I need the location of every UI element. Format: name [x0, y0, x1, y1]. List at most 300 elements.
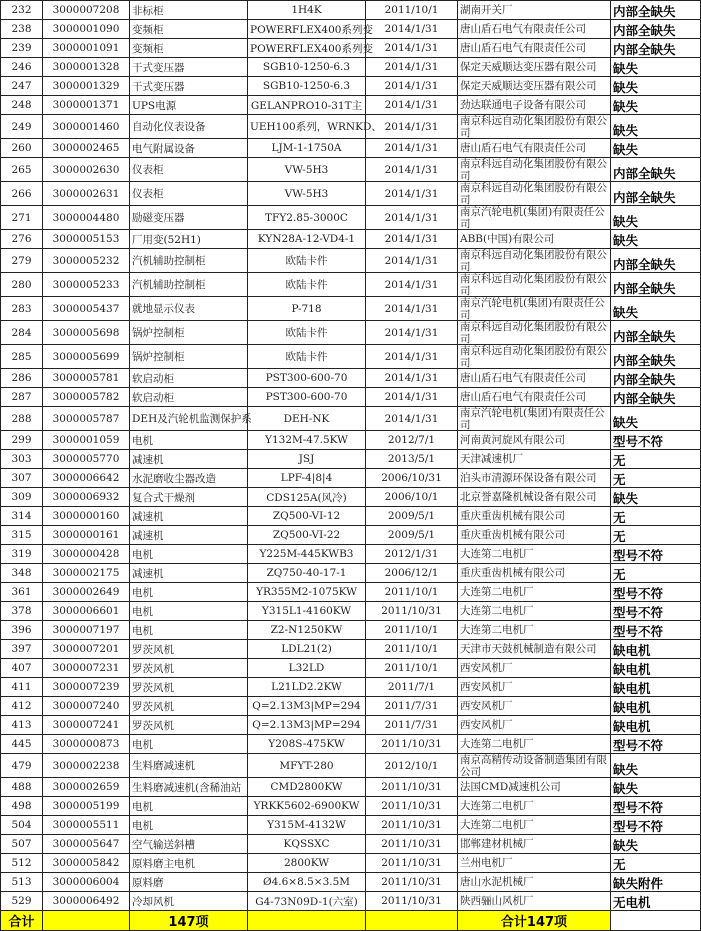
- manufacturer-text: 陕西骊山风机厂: [460, 895, 534, 907]
- row-number-cell: 445: [1, 735, 43, 754]
- table-row: [1, 602, 701, 621]
- row-number-cell: 249: [1, 115, 43, 139]
- model-cell: Y208S-475KW: [248, 735, 366, 754]
- table-row: [1, 507, 701, 526]
- asset-code-cell: 3000001328: [43, 58, 130, 77]
- row-number-cell: 232: [1, 1, 43, 20]
- manufacturer-text: 南京科远自动化集团股份有限公司: [460, 182, 607, 206]
- asset-code-cell: 3000006601: [43, 602, 130, 621]
- asset-code-cell: 3000007201: [43, 640, 130, 659]
- equipment-name-cell: 就地显示仪表: [130, 297, 248, 321]
- model-cell: UEH100系列，WRNKD、: [248, 115, 366, 139]
- status-cell: 缺失: [611, 488, 701, 507]
- equipment-name-cell: 仪表柜: [130, 158, 248, 182]
- status-cell: 内部全缺失: [611, 249, 701, 273]
- row-number-cell: 361: [1, 583, 43, 602]
- equipment-name-cell: 罗茨风机: [130, 716, 248, 735]
- date-cell: 2011/10/1: [366, 583, 458, 602]
- manufacturer-cell: [458, 388, 611, 407]
- status-cell: 内部全缺失: [611, 388, 701, 407]
- manufacturer-cell: [458, 678, 611, 697]
- date-cell: 2014/1/31: [366, 115, 458, 139]
- manufacturer-cell: [458, 182, 611, 206]
- manufacturer-cell: [458, 854, 611, 873]
- manufacturer-cell: [458, 407, 611, 431]
- row-number-cell: 498: [1, 797, 43, 816]
- manufacturer-text: 南京科远自动化集团股份有限公司: [460, 321, 607, 345]
- date-cell: 2014/1/31: [366, 297, 458, 321]
- row-number-cell: 279: [1, 249, 43, 273]
- status-cell: 无: [611, 450, 701, 469]
- equipment-name-cell: 自动化仪表设备: [130, 115, 248, 139]
- table-row: [1, 273, 701, 297]
- model-cell: ZQ500-VI-12: [248, 507, 366, 526]
- equipment-name-cell: 罗茨风机: [130, 697, 248, 716]
- date-cell: 2011/10/31: [366, 602, 458, 621]
- status-cell: 型号不符: [611, 797, 701, 816]
- status-cell: 内部全缺失: [611, 273, 701, 297]
- table-row: [1, 640, 701, 659]
- table-row: [1, 58, 701, 77]
- date-cell: 2011/10/31: [366, 835, 458, 854]
- manufacturer-text: 河南黄河旋风有限公司: [460, 434, 565, 446]
- manufacturer-cell: [458, 602, 611, 621]
- asset-code-cell: 3000006642: [43, 469, 130, 488]
- equipment-name-cell: 电机: [130, 602, 248, 621]
- manufacturer-cell: [458, 526, 611, 545]
- equipment-name-cell: 仪表柜: [130, 182, 248, 206]
- asset-code-cell: 3000002631: [43, 182, 130, 206]
- manufacturer-cell: [458, 273, 611, 297]
- manufacturer-text: 大连第二电机厂: [460, 800, 534, 812]
- row-number-cell: 284: [1, 321, 43, 345]
- model-cell: LDL21(2): [248, 640, 366, 659]
- total-empty-cell: [248, 911, 366, 931]
- asset-code-cell: 3000005770: [43, 450, 130, 469]
- model-cell: Q=2.13M3|MP=294: [248, 716, 366, 735]
- status-cell: 缺失: [611, 297, 701, 321]
- asset-code-cell: 3000007197: [43, 621, 130, 640]
- model-cell: PST300-600-70: [248, 388, 366, 407]
- asset-code-cell: 3000004480: [43, 206, 130, 230]
- status-cell: 缺电机: [611, 640, 701, 659]
- table-row: [1, 249, 701, 273]
- status-cell: 缺电机: [611, 716, 701, 735]
- manufacturer-cell: [458, 873, 611, 892]
- equipment-name-cell: 罗茨风机: [130, 640, 248, 659]
- row-number-cell: 411: [1, 678, 43, 697]
- manufacturer-text: 唐山盾石电气有限责任公司: [460, 391, 586, 403]
- manufacturer-text: 西安风机厂: [460, 700, 513, 712]
- date-cell: 2011/10/1: [366, 1, 458, 20]
- manufacturer-cell: [458, 249, 611, 273]
- manufacturer-text: 大连第二电机厂: [460, 819, 534, 831]
- date-cell: 2011/7/1: [366, 678, 458, 697]
- manufacturer-cell: [458, 469, 611, 488]
- model-cell: YRKK5602-6900KW: [248, 797, 366, 816]
- model-cell: Ø4.6×8.5×3.5M: [248, 873, 366, 892]
- date-cell: 2011/10/31: [366, 797, 458, 816]
- model-cell: P-718: [248, 297, 366, 321]
- manufacturer-cell: [458, 1, 611, 20]
- row-number-cell: 412: [1, 697, 43, 716]
- equipment-name-cell: 干式变压器: [130, 58, 248, 77]
- status-cell: 无: [611, 507, 701, 526]
- manufacturer-cell: [458, 230, 611, 249]
- equipment-name-cell: 水泥磨收尘器改造: [130, 469, 248, 488]
- date-cell: 2011/10/31: [366, 735, 458, 754]
- manufacturer-text: 重庆重齿机械有限公司: [460, 567, 565, 579]
- model-cell: Y225M-445KWB3: [248, 545, 366, 564]
- table-row: [1, 816, 701, 835]
- manufacturer-cell: [458, 321, 611, 345]
- model-cell: Y315M-4132W: [248, 816, 366, 835]
- table-row: [1, 678, 701, 697]
- date-cell: 2011/10/1: [366, 659, 458, 678]
- row-number-cell: 319: [1, 545, 43, 564]
- model-cell: KYN28A-12-VD4-1: [248, 230, 366, 249]
- model-cell: SGB10-1250-6.3: [248, 58, 366, 77]
- equipment-name-cell: 锅炉控制柜: [130, 321, 248, 345]
- status-cell: 内部全缺失: [611, 345, 701, 369]
- date-cell: 2011/10/31: [366, 854, 458, 873]
- manufacturer-cell: [458, 345, 611, 369]
- manufacturer-cell: [458, 20, 611, 39]
- asset-code-cell: 3000000160: [43, 507, 130, 526]
- table-row: [1, 526, 701, 545]
- table-row: [1, 321, 701, 345]
- manufacturer-text: 重庆重齿机械有限公司: [460, 529, 565, 541]
- model-cell: 1H4K: [248, 1, 366, 20]
- row-number-cell: 529: [1, 892, 43, 911]
- model-cell: MFYT-280: [248, 754, 366, 778]
- table-row: [1, 450, 701, 469]
- table-row: [1, 659, 701, 678]
- table-row: [1, 854, 701, 873]
- status-cell: 型号不符: [611, 621, 701, 640]
- equipment-name-cell: 电气附属设备: [130, 139, 248, 158]
- status-cell: 缺失: [611, 96, 701, 115]
- asset-code-cell: 3000002630: [43, 158, 130, 182]
- manufacturer-text: 唐山盾石电气有限责任公司: [460, 372, 586, 384]
- equipment-name-cell: 电机: [130, 797, 248, 816]
- status-cell: 内部全缺失: [611, 369, 701, 388]
- table-row: [1, 115, 701, 139]
- manufacturer-cell: [458, 450, 611, 469]
- total-label: 合计: [1, 911, 43, 931]
- table-row: [1, 77, 701, 96]
- status-cell: 缺失: [611, 407, 701, 431]
- date-cell: 2014/1/31: [366, 249, 458, 273]
- model-cell: LPF-4|8|4: [248, 469, 366, 488]
- manufacturer-text: ABB(中国)有限公司: [460, 233, 555, 245]
- asset-code-cell: 3000001329: [43, 77, 130, 96]
- equipment-name-cell: 罗茨风机: [130, 659, 248, 678]
- date-cell: 2014/1/31: [366, 139, 458, 158]
- status-cell: 内部全缺失: [611, 20, 701, 39]
- manufacturer-text: 重庆重齿机械有限公司: [460, 510, 565, 522]
- equipment-name-cell: 汽机辅助控制柜: [130, 249, 248, 273]
- table-row: [1, 754, 701, 778]
- model-cell: GELANPRO10-31T主: [248, 96, 366, 115]
- status-cell: 内部全缺失: [611, 158, 701, 182]
- manufacturer-cell: [458, 158, 611, 182]
- manufacturer-text: 大连第二电机厂: [460, 586, 534, 598]
- manufacturer-cell: [458, 640, 611, 659]
- row-number-cell: 238: [1, 20, 43, 39]
- equipment-name-cell: 汽机辅助控制柜: [130, 273, 248, 297]
- manufacturer-text: 南京汽轮电机(集团)有限责任公司: [460, 206, 605, 230]
- row-number-cell: 248: [1, 96, 43, 115]
- model-cell: ZQ750-40-17-1: [248, 564, 366, 583]
- equipment-name-cell: 电机: [130, 816, 248, 835]
- manufacturer-text: 南京科远自动化集团股份有限公司: [460, 249, 607, 273]
- asset-code-cell: 3000001059: [43, 431, 130, 450]
- total-row: [1, 911, 701, 931]
- model-cell: Q=2.13M3|MP=294: [248, 697, 366, 716]
- manufacturer-cell: [458, 488, 611, 507]
- row-number-cell: 396: [1, 621, 43, 640]
- equipment-name-cell: 减速机: [130, 507, 248, 526]
- date-cell: 2012/1/31: [366, 545, 458, 564]
- equipment-name-cell: 励磁变压器: [130, 206, 248, 230]
- manufacturer-cell: [458, 621, 611, 640]
- date-cell: 2012/7/1: [366, 431, 458, 450]
- date-cell: 2014/1/31: [366, 345, 458, 369]
- table-row: [1, 297, 701, 321]
- table-row: [1, 735, 701, 754]
- asset-code-cell: 3000005787: [43, 407, 130, 431]
- equipment-name-cell: UPS电源: [130, 96, 248, 115]
- model-cell: CMD2800KW: [248, 778, 366, 797]
- manufacturer-text: 南京汽轮电机(集团)有限责任公司: [460, 407, 605, 431]
- manufacturer-cell: [458, 816, 611, 835]
- total-count: 147项: [130, 911, 248, 931]
- equipment-name-cell: DEH及汽轮机监测保护系: [130, 407, 248, 431]
- equipment-name-cell: 生料磨减速机(含稀油站: [130, 778, 248, 797]
- asset-code-cell: 3000001091: [43, 39, 130, 58]
- manufacturer-cell: [458, 77, 611, 96]
- date-cell: 2014/1/31: [366, 20, 458, 39]
- model-cell: 2800KW: [248, 854, 366, 873]
- manufacturer-text: 邯郸建材机械厂: [460, 838, 534, 850]
- manufacturer-text: 南京科远自动化集团股份有限公司: [460, 158, 607, 182]
- model-cell: CDS125A(风冷): [248, 488, 366, 507]
- manufacturer-cell: [458, 96, 611, 115]
- equipment-name-cell: 电机: [130, 583, 248, 602]
- asset-code-cell: 3000005437: [43, 297, 130, 321]
- table-row: [1, 1, 701, 20]
- manufacturer-text: 唐山盾石电气有限责任公司: [460, 142, 586, 154]
- table-row: [1, 545, 701, 564]
- table-row: [1, 778, 701, 797]
- status-cell: 缺失: [611, 778, 701, 797]
- manufacturer-cell: [458, 754, 611, 778]
- table-row: [1, 39, 701, 58]
- date-cell: 2014/1/31: [366, 407, 458, 431]
- status-cell: 缺失: [611, 115, 701, 139]
- manufacturer-text: 大连第二电机厂: [460, 624, 534, 636]
- date-cell: 2014/1/31: [366, 182, 458, 206]
- status-cell: 内部全缺失: [611, 321, 701, 345]
- manufacturer-text: 南京高精传动设备制造集团有限公司: [460, 754, 607, 778]
- row-number-cell: 299: [1, 431, 43, 450]
- date-cell: 2014/1/31: [366, 388, 458, 407]
- model-cell: YR355M2-1075KW: [248, 583, 366, 602]
- manufacturer-text: 大连第二电机厂: [460, 605, 534, 617]
- manufacturer-cell: [458, 206, 611, 230]
- manufacturer-cell: [458, 735, 611, 754]
- model-cell: POWERFLEX400系列变: [248, 20, 366, 39]
- manufacturer-text: 湖南开关厂: [460, 4, 513, 16]
- status-cell: 缺失: [611, 206, 701, 230]
- model-cell: Y132M-47.5KW: [248, 431, 366, 450]
- table-row: [1, 182, 701, 206]
- status-cell: 缺电机: [611, 697, 701, 716]
- table-row: [1, 206, 701, 230]
- date-cell: 2011/10/31: [366, 816, 458, 835]
- equipment-name-cell: 干式变压器: [130, 77, 248, 96]
- equipment-name-cell: 软启动柜: [130, 369, 248, 388]
- manufacturer-text: 南京科远自动化集团股份有限公司: [460, 115, 607, 139]
- manufacturer-text: 西安风机厂: [460, 662, 513, 674]
- status-cell: 内部全缺失: [611, 39, 701, 58]
- model-cell: G4-73N09D-1(六室): [248, 892, 366, 911]
- table-row: [1, 345, 701, 369]
- manufacturer-cell: [458, 778, 611, 797]
- asset-code-cell: 3000002659: [43, 778, 130, 797]
- row-number-cell: 303: [1, 450, 43, 469]
- asset-code-cell: 3000005153: [43, 230, 130, 249]
- manufacturer-text: 劲达联通电子设备有限公司: [460, 99, 586, 111]
- asset-code-cell: 3000000161: [43, 526, 130, 545]
- row-number-cell: 397: [1, 640, 43, 659]
- status-cell: 缺失: [611, 139, 701, 158]
- manufacturer-text: 大连第二电机厂: [460, 738, 534, 750]
- table-row: [1, 230, 701, 249]
- equipment-name-cell: 电机: [130, 621, 248, 640]
- model-cell: KQSSXC: [248, 835, 366, 854]
- equipment-name-cell: 锅炉控制柜: [130, 345, 248, 369]
- equipment-name-cell: 罗茨风机: [130, 678, 248, 697]
- model-cell: L21LD2.2KW: [248, 678, 366, 697]
- manufacturer-cell: [458, 39, 611, 58]
- equipment-name-cell: 减速机: [130, 526, 248, 545]
- status-cell: 型号不符: [611, 583, 701, 602]
- status-cell: 型号不符: [611, 816, 701, 835]
- row-number-cell: 285: [1, 345, 43, 369]
- status-cell: 型号不符: [611, 735, 701, 754]
- equipment-name-cell: 减速机: [130, 450, 248, 469]
- manufacturer-text: 法国CMD减速机公司: [460, 781, 561, 793]
- model-cell: ZQ500-VI-22: [248, 526, 366, 545]
- total-summary: 合计147项: [458, 911, 611, 931]
- model-cell: LJM-1-1750A: [248, 139, 366, 158]
- model-cell: Y315L1-4160KW: [248, 602, 366, 621]
- equipment-name-cell: 原料磨主电机: [130, 854, 248, 873]
- model-cell: POWERFLEX400系列变: [248, 39, 366, 58]
- equipment-name-cell: 生料磨减速机: [130, 754, 248, 778]
- date-cell: 2011/7/31: [366, 716, 458, 735]
- table-row: [1, 892, 701, 911]
- table-row: [1, 369, 701, 388]
- row-number-cell: 288: [1, 407, 43, 431]
- row-number-cell: 266: [1, 182, 43, 206]
- status-cell: 内部全缺失: [611, 182, 701, 206]
- asset-code-cell: 3000002175: [43, 564, 130, 583]
- status-cell: 缺失附件: [611, 873, 701, 892]
- manufacturer-text: 保定天威顺达变压器有限公司: [460, 61, 597, 73]
- row-number-cell: 287: [1, 388, 43, 407]
- status-cell: 无: [611, 526, 701, 545]
- asset-code-cell: 3000005511: [43, 816, 130, 835]
- manufacturer-text: 南京科远自动化集团股份有限公司: [460, 345, 607, 369]
- row-number-cell: 260: [1, 139, 43, 158]
- model-cell: DEH-NK: [248, 407, 366, 431]
- date-cell: 2014/1/31: [366, 321, 458, 345]
- date-cell: 2014/1/31: [366, 58, 458, 77]
- manufacturer-text: 唐山盾石电气有限责任公司: [460, 42, 586, 54]
- date-cell: 2011/10/31: [366, 873, 458, 892]
- asset-code-cell: 3000001460: [43, 115, 130, 139]
- status-cell: 缺失: [611, 835, 701, 854]
- table-row: [1, 564, 701, 583]
- manufacturer-text: 天津减速机厂: [460, 453, 523, 465]
- model-cell: Z2-N1250KW: [248, 621, 366, 640]
- manufacturer-text: 南京汽轮电机(集团)有限责任公司: [460, 297, 605, 321]
- row-number-cell: 513: [1, 873, 43, 892]
- model-cell: 欧陆卡件: [248, 345, 366, 369]
- row-number-cell: 479: [1, 754, 43, 778]
- manufacturer-cell: [458, 659, 611, 678]
- asset-code-cell: 3000007231: [43, 659, 130, 678]
- manufacturer-text: 大连第二电机厂: [460, 548, 534, 560]
- model-cell: L32LD: [248, 659, 366, 678]
- equipment-name-cell: 冷却风机: [130, 892, 248, 911]
- manufacturer-cell: [458, 139, 611, 158]
- table-row: [1, 621, 701, 640]
- status-cell: 无电机: [611, 892, 701, 911]
- date-cell: 2011/10/31: [366, 892, 458, 911]
- asset-code-cell: 3000002238: [43, 754, 130, 778]
- manufacturer-text: 唐山水泥机械厂: [460, 876, 534, 888]
- manufacturer-text: 兰州电机厂: [460, 857, 513, 869]
- row-number-cell: 286: [1, 369, 43, 388]
- asset-code-cell: 3000000428: [43, 545, 130, 564]
- manufacturer-text: 北京誉嘉隆机械设备有限公司: [460, 491, 597, 503]
- row-number-cell: 265: [1, 158, 43, 182]
- row-number-cell: 247: [1, 77, 43, 96]
- status-cell: 缺失: [611, 77, 701, 96]
- manufacturer-text: 西安风机厂: [460, 719, 513, 731]
- date-cell: 2014/1/31: [366, 206, 458, 230]
- manufacturer-cell: [458, 507, 611, 526]
- table-row: [1, 873, 701, 892]
- asset-code-cell: 3000007240: [43, 697, 130, 716]
- status-cell: 无: [611, 469, 701, 488]
- manufacturer-cell: [458, 583, 611, 602]
- status-cell: 缺失: [611, 230, 701, 249]
- equipment-name-cell: 电机: [130, 735, 248, 754]
- manufacturer-cell: [458, 115, 611, 139]
- date-cell: 2014/1/31: [366, 39, 458, 58]
- date-cell: 2011/10/1: [366, 621, 458, 640]
- manufacturer-text: 唐山盾石电气有限责任公司: [460, 23, 586, 35]
- model-cell: SGB10-1250-6.3: [248, 77, 366, 96]
- equipment-name-cell: 非标柜: [130, 1, 248, 20]
- equipment-name-cell: 变频柜: [130, 20, 248, 39]
- status-cell: 缺失: [611, 754, 701, 778]
